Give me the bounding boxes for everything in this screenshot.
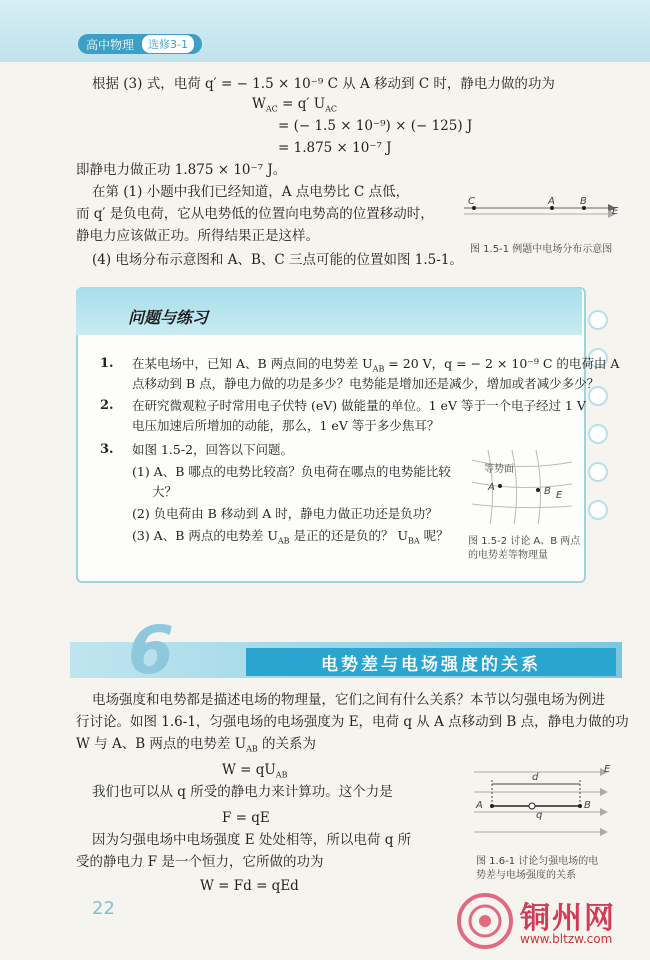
ring-icon [588,462,608,482]
book-volume: 选修3-1 [142,35,194,53]
fig151-caption: 图 1.5-1 例题中电场分布示意图 [470,244,613,255]
body-line-3: W 与 A、B 两点的电势差 $U_{AB}$ 的关系为 [76,736,317,754]
figure-1-6-1 [468,766,616,844]
body-line-1: 电场强度和电势都是描述电场的物理量，它们之间有什么关系？本节以匀强电场为例进 [92,692,605,708]
solution-line-5: 静电力应该做正功。所得结果正是这样。 [76,228,319,244]
question-2-number: 2. [100,398,114,413]
fig151-label-e: E [612,206,619,217]
equation-wac: $W_{AC} = q'$ $U_{AC}$ [252,96,337,114]
book-label [78,34,202,54]
figure-1-5-1 [456,190,626,230]
solution-line-1: 根据 (3) 式，电荷 q′ = − 1.5 × 10⁻⁹ C 从 A 移动到 C 时，静电力做的功为 [92,76,555,92]
question-3-part-2: (2) 负电荷由 B 移动到 A 时，静电力做正功还是负功？ [132,506,438,521]
fig151-label-b: B [580,196,587,207]
fig161-caption-2: 势差与电场强度的关系 [476,870,576,881]
fig161-label-b: B [584,800,591,811]
body-line-2: 行讨论。如图 1.6-1，匀强电场的电场强度为 E，电荷 q 从 A 点移动到 B 点，静电力做的功 [76,714,629,730]
page-number: 22 [92,898,115,919]
question-3-line-1: 如图 1.5-2，回答以下问题。 [132,442,294,457]
fig152-label-b: B [544,486,551,497]
equation-w-fd: W = Fd = qEd [200,878,299,894]
equation-step-2: = (− 1.5 × 10⁻⁹) × (− 125) J [278,118,473,134]
solution-line-2: 即静电力做正功 1.875 × 10⁻⁷ J。 [76,162,287,178]
ring-icon [588,310,608,330]
binder-rings [588,310,608,538]
ring-icon [588,424,608,444]
fig151-label-a: A [548,196,555,207]
solution-line-6: (4) 电场分布示意图和 A、B、C 三点可能的位置如图 1.5-1。 [92,252,463,268]
fig161-caption-1: 图 1.6-1 讨论匀强电场的电 [476,856,599,867]
fig161-label-d: d [532,772,539,783]
question-3-part-1b: 大？ [152,484,178,499]
exercise-title: 问题与练习 [128,308,209,327]
fig152-label-top: 等势面 [484,464,514,475]
solution-line-3: 在第 (1) 小题中我们已经知道，A 点电势比 C 点低， [92,184,410,200]
ring-icon [588,500,608,520]
question-3-part-3: (3) A、B 两点的电势差 $U_{AB}$ 是正的还是负的？ $U_{BA}$ 呢？ [132,528,449,546]
question-1-number: 1. [100,356,114,371]
question-2-line-2: 电压加速后所增加的动能，那么，1 eV 等于多少焦耳？ [132,418,440,433]
body-line-4: 我们也可以从 q 所受的静电力来计算功。这个力是 [92,784,393,800]
watermark-name: 铜州网 [520,901,616,936]
equation-w-qu: $W = qU_{AB}$ [222,762,288,780]
equation-f-qe: F = qE [222,810,270,826]
fig152-caption-1: 图 1.5-2 讨论 A、B 两点 [468,536,581,547]
question-3-number: 3. [100,442,114,457]
fig161-label-a: A [476,800,483,811]
fig152-caption-2: 的电势差等物理量 [468,550,548,561]
watermark-url: www.bltzw.com [520,932,613,946]
solution-line-4: 而 q′ 是负电荷，它从电势低的位置向电势高的位置移动时， [76,206,434,222]
section-number: 6 [128,612,174,689]
section-title: 电势差与电场强度的关系 [246,648,616,676]
watermark-logo-icon [456,892,514,950]
body-line-6: 受的静电力 F 是一个恒力，它所做的功为 [76,854,324,870]
fig152-label-e: E [556,490,563,501]
fig151-label-c: C [468,196,475,207]
fig161-label-q: q [536,810,543,821]
book-name: 高中物理 [86,37,135,52]
body-line-5: 因为匀强电场中电场强度 E 处处相等，所以电荷 q 所 [92,832,412,848]
fig152-label-a: A [488,482,495,493]
equation-step-3: = 1.875 × 10⁻⁷ J [278,140,392,156]
question-1-line-1: 在某电场中，已知 A、B 两点间的电势差 $U_{AB} = 20$ V，q = − 2 × 10⁻⁹ C 的电荷由 A [132,356,620,374]
question-1-line-2: 点移动到 B 点，静电力做的功是多少？电势能是增加还是减少，增加或者减少多少？ [132,376,600,391]
question-3-part-1: (1) A、B 哪点的电势比较高？负电荷在哪点的电势能比较 [132,464,451,479]
question-2-line-1: 在研究微观粒子时常用电子伏特 (eV) 做能量的单位。1 eV 等于一个电子经过 1 V [132,398,586,413]
fig161-label-e: E [604,764,611,775]
